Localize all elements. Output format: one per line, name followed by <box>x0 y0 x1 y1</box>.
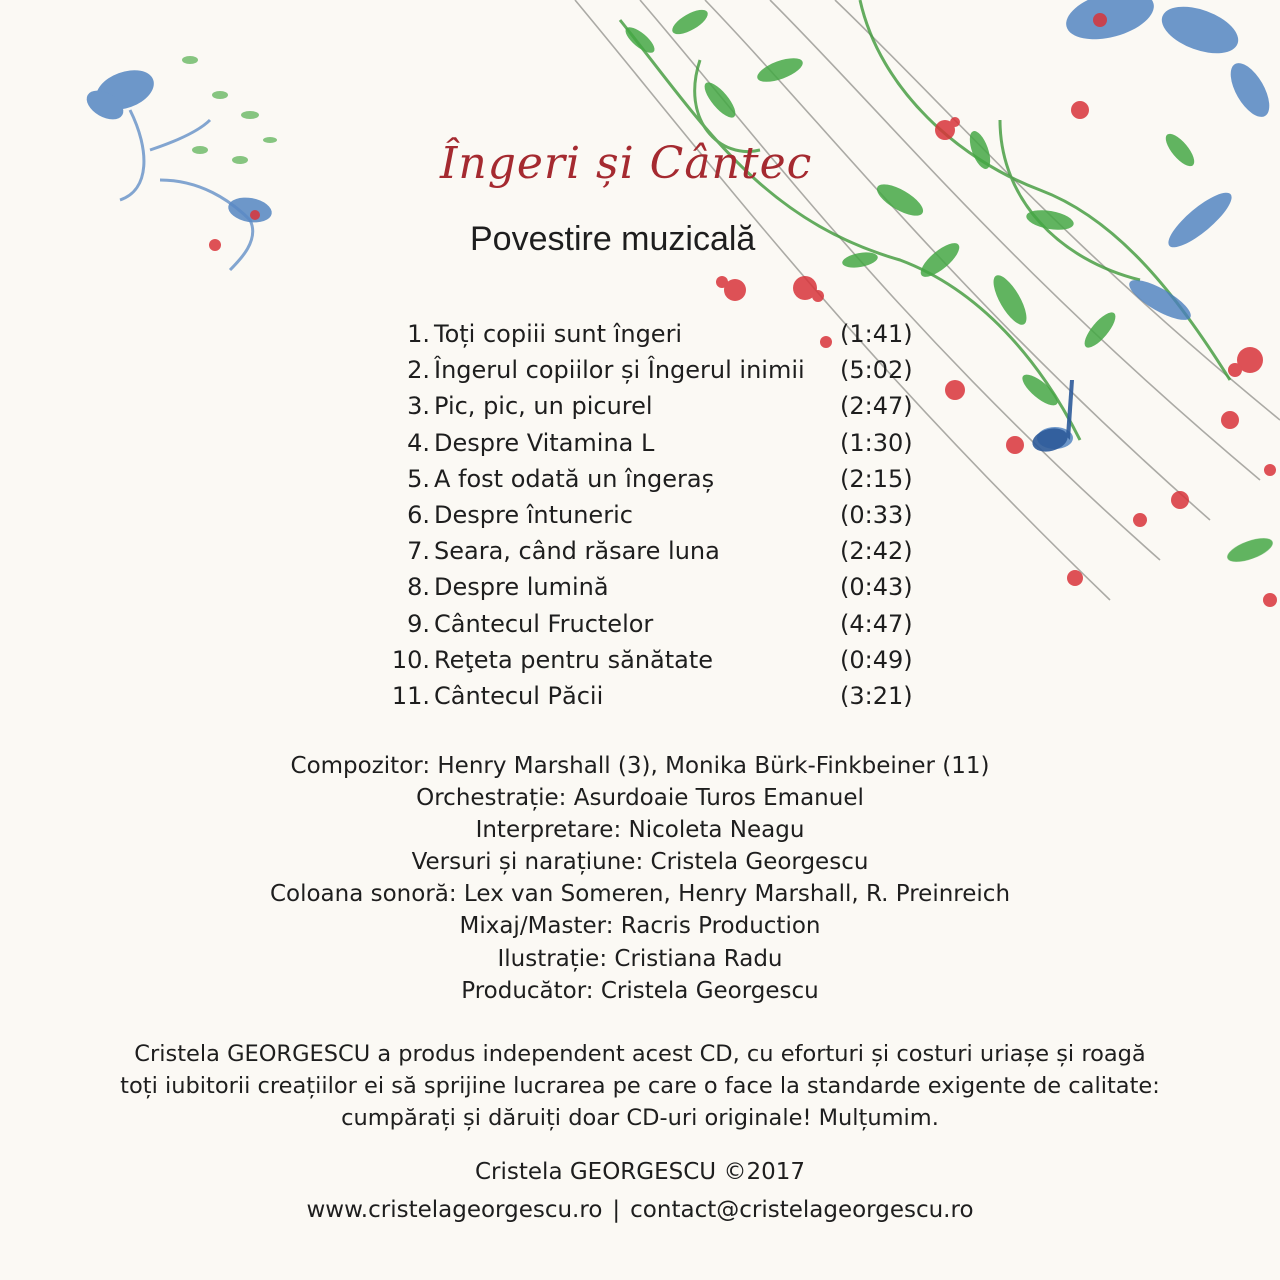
track-row <box>360 461 930 497</box>
track-duration: (1:41) <box>840 320 913 348</box>
track-duration: (0:49) <box>840 645 913 674</box>
track-number: 5. <box>407 464 430 493</box>
album-subtitle: Povestire muzicală <box>470 220 756 258</box>
track-title: Cântecul Fructelor <box>434 609 654 638</box>
track-row <box>360 606 930 642</box>
track-title: Despre lumină <box>434 573 609 602</box>
track-row <box>360 316 930 352</box>
notice-line: toți iubitorii creațiilor ei să sprijine lucrarea pe care o face la standarde exigente de calitate: <box>120 1073 1160 1099</box>
album-title: Îngeri și Cântec <box>440 138 813 189</box>
track-title: Seara, când răsare luna <box>434 537 720 566</box>
track-number: 7. <box>407 537 430 566</box>
separator: | <box>612 1197 621 1223</box>
credit-lyrics: Versuri și narațiune: Cristela Georgescu <box>411 849 869 876</box>
track-number: 8. <box>407 573 430 602</box>
track-number: 9. <box>407 609 430 638</box>
track-duration: (2:42) <box>840 537 913 566</box>
track-list <box>360 316 930 714</box>
track-duration: (0:43) <box>840 573 913 602</box>
track-row <box>360 569 930 605</box>
track-duration: (1:30) <box>840 428 913 457</box>
track-number: 3. <box>407 392 430 421</box>
track-row <box>360 352 930 388</box>
track-row <box>360 678 930 714</box>
credit-mix-master: Mixaj/Master: Racris Production <box>459 913 821 940</box>
track-duration: (5:02) <box>840 356 913 385</box>
track-title: Reţeta pentru sănătate <box>434 645 714 674</box>
blue-stems <box>120 110 253 270</box>
track-number: 10. <box>391 645 430 674</box>
credit-performer: Interpretare: Nicoleta Neagu <box>475 817 805 844</box>
track-title: A fost odată un îngeraș <box>434 464 715 493</box>
track-duration: (2:47) <box>840 392 913 421</box>
track-row <box>360 497 930 533</box>
track-number: 2. <box>407 356 430 385</box>
track-title: Toți copiii sunt îngeri <box>434 320 683 348</box>
track-row <box>360 533 930 569</box>
music-note-icon <box>1030 380 1074 455</box>
track-number: 1. <box>407 320 430 348</box>
track-duration: (0:33) <box>840 500 913 529</box>
track-number: 6. <box>407 500 430 529</box>
track-duration: (4:47) <box>840 609 913 638</box>
track-duration: (3:21) <box>840 681 913 710</box>
track-row <box>360 425 930 461</box>
track-number: 4. <box>407 428 430 457</box>
copyright-line: Cristela GEORGESCU ©2017 <box>475 1159 805 1185</box>
credit-producer: Producător: Cristela Georgescu <box>461 977 819 1004</box>
notice-line: Cristela GEORGESCU a produs independent acest CD, cu eforturi și costuri uriașe și roagă <box>134 1041 1146 1067</box>
track-title: Despre Vitamina L <box>434 428 655 457</box>
track-title: Pic, pic, un picurel <box>434 392 653 421</box>
track-row <box>360 388 930 424</box>
track-title: Cântecul Păcii <box>434 681 604 710</box>
anti-piracy-notice <box>100 1038 1180 1134</box>
credit-illustration: Ilustrație: Cristiana Radu <box>497 945 783 972</box>
contact-line <box>240 1194 1040 1226</box>
track-number: 11. <box>391 681 430 710</box>
credits-block <box>240 750 1040 1007</box>
website-link[interactable]: www.cristelageorgescu.ro <box>306 1197 603 1223</box>
email-link[interactable]: contact@cristelageorgescu.ro <box>630 1197 974 1223</box>
track-row <box>360 642 930 678</box>
track-title: Despre întuneric <box>434 500 633 529</box>
track-title: Îngerul copiilor și Îngerul inimii <box>434 356 805 385</box>
credit-orchestration: Orchestrație: Asurdoaie Turos Emanuel <box>416 785 864 812</box>
credit-soundtrack: Coloana sonoră: Lex van Someren, Henry Marshall, R. Preinreich <box>269 881 1011 908</box>
track-duration: (2:15) <box>840 464 913 493</box>
green-leaf-icon-left <box>182 56 277 164</box>
credit-composer: Compozitor: Henry Marshall (3), Monika Bürk-Finkbeiner (11) <box>290 753 990 779</box>
notice-line: cumpărați și dăruiți doar CD-uri originale! Mulțumim. <box>341 1105 939 1131</box>
